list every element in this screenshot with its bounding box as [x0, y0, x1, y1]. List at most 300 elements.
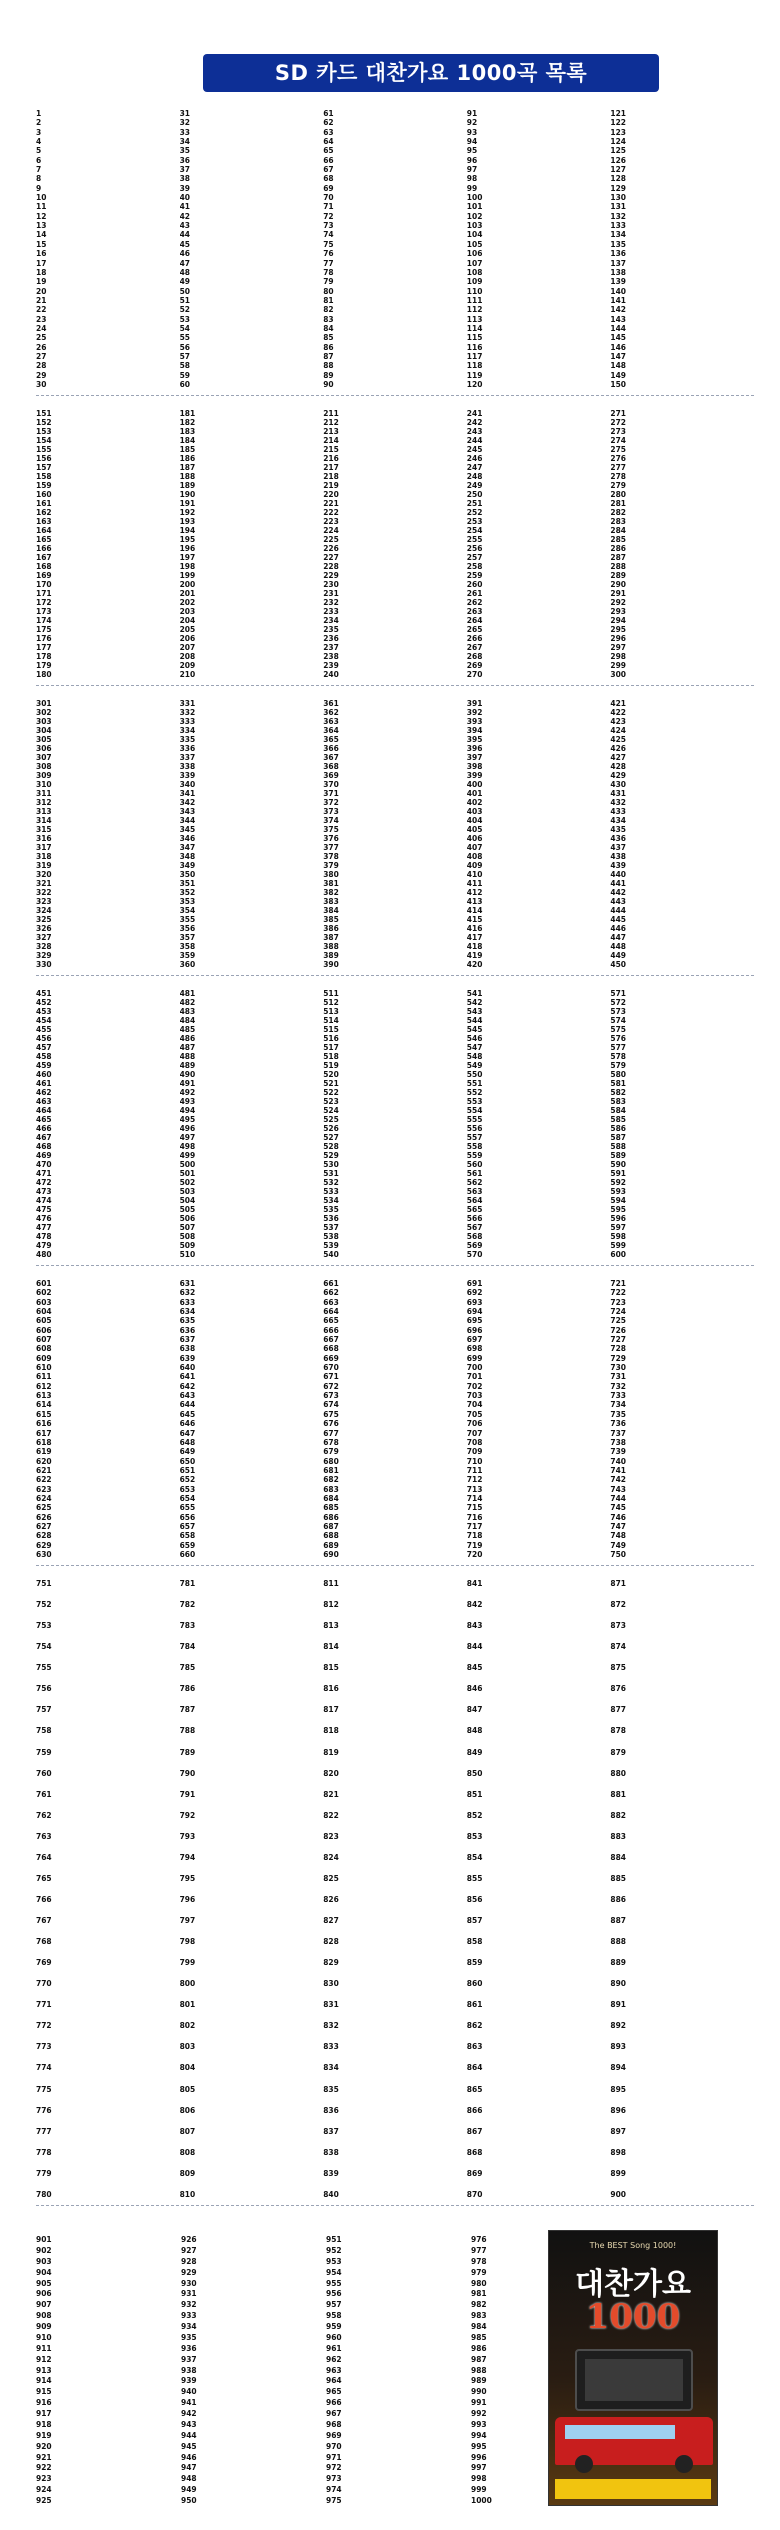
list-item: [467, 1098, 607, 1107]
list-item: [467, 419, 607, 428]
list-item: [467, 2043, 607, 2052]
song-number: 142: [610, 306, 627, 315]
list-item: [36, 231, 176, 240]
song-number: 38: [179, 175, 191, 184]
song-number: 445: [610, 916, 627, 924]
song-number: 16: [36, 250, 47, 259]
list-item: [36, 2170, 176, 2179]
song-number: 556: [466, 1125, 483, 1133]
list-item: [610, 2064, 750, 2073]
song-number: 688: [323, 1532, 339, 1541]
song-number: 998: [471, 2475, 487, 2484]
song-number: 498: [179, 1143, 196, 1151]
song-number: 272: [610, 419, 627, 427]
song-number: 515: [323, 1026, 339, 1034]
song-number: 560: [466, 1161, 483, 1169]
song-number: 535: [323, 1206, 339, 1214]
song-number: 930: [181, 2279, 197, 2288]
song-column: [36, 990, 180, 1260]
song-number: 744: [610, 1494, 627, 1503]
song-number: 667: [323, 1336, 339, 1345]
list-item: [610, 410, 750, 419]
list-item: [36, 1308, 176, 1317]
list-item: [610, 1373, 750, 1382]
list-item: [181, 2280, 322, 2289]
song-number: 73: [323, 222, 334, 231]
list-item: [467, 1664, 607, 1673]
list-item: [180, 1161, 320, 1170]
song-number: 168: [36, 563, 52, 571]
song-number: 26: [36, 343, 47, 352]
song-number: 497: [179, 1134, 196, 1142]
song-number: 270: [466, 671, 483, 679]
list-item: [36, 599, 176, 608]
list-item: [323, 608, 463, 617]
list-item: [180, 1242, 320, 1251]
song-number: 422: [610, 709, 627, 717]
song-number: 409: [466, 862, 483, 870]
song-number: 425: [610, 736, 627, 744]
list-item: [180, 2043, 320, 2052]
list-item: [36, 1179, 176, 1188]
list-item: [323, 1486, 463, 1495]
song-number: 810: [179, 2190, 196, 2199]
song-number: 216: [323, 455, 339, 463]
list-item: [323, 763, 463, 772]
list-item: [180, 590, 320, 599]
song-number: 682: [323, 1476, 339, 1485]
list-item: [610, 1664, 750, 1673]
list-item: [467, 1448, 607, 1457]
song-number: 285: [610, 536, 627, 544]
song-number: 179: [36, 662, 52, 670]
list-item: [36, 700, 176, 709]
list-item: [467, 194, 607, 203]
list-item: [180, 1062, 320, 1071]
song-number: 381: [323, 880, 339, 888]
list-item: [181, 2388, 322, 2397]
song-number: 879: [610, 1748, 627, 1757]
song-number: 814: [323, 1643, 339, 1652]
song-number: 331: [179, 700, 196, 708]
song-number: 150: [610, 380, 627, 389]
song-number: 666: [323, 1326, 339, 1335]
song-number: 373: [323, 808, 339, 816]
list-item: [467, 772, 607, 781]
list-item: [180, 1458, 320, 1467]
list-item: [36, 1317, 176, 1326]
list-item: [467, 2064, 607, 2073]
song-number: 275: [610, 446, 627, 454]
list-item: [610, 990, 750, 999]
song-number: 774: [36, 2064, 52, 2073]
song-number: 681: [323, 1466, 339, 1475]
list-item: [36, 545, 176, 554]
song-number: 732: [610, 1382, 627, 1391]
song-number: 284: [610, 527, 627, 535]
list-item: [467, 297, 607, 306]
list-item: [181, 2421, 322, 2430]
song-number: 743: [610, 1485, 627, 1494]
song-number: 880: [610, 1769, 627, 1778]
song-number: 137: [610, 259, 627, 268]
song-number: 209: [179, 662, 196, 670]
song-number: 459: [36, 1062, 52, 1070]
song-number: 103: [466, 222, 483, 231]
list-item: [467, 718, 607, 727]
list-item: [323, 2149, 463, 2158]
list-item: [180, 781, 320, 790]
song-number: 481: [179, 990, 196, 998]
list-item: [610, 536, 750, 545]
song-number: 895: [610, 2085, 627, 2094]
song-number: 37: [179, 166, 191, 175]
song-number: 167: [36, 554, 52, 562]
song-number: 240: [323, 671, 339, 679]
song-number: 377: [323, 844, 339, 852]
song-number: 170: [36, 581, 52, 589]
song-number: 550: [466, 1071, 483, 1079]
list-item: [36, 1035, 176, 1044]
song-number: 324: [36, 907, 52, 915]
song-number: 66: [323, 156, 334, 165]
song-number: 648: [179, 1438, 196, 1447]
song-number: 161: [36, 500, 52, 508]
list-item: [610, 808, 750, 817]
list-item: [180, 653, 320, 662]
list-item: [610, 1467, 750, 1476]
list-item: [36, 527, 176, 536]
list-item: [180, 1098, 320, 1107]
song-number: 609: [36, 1354, 52, 1363]
list-item: [36, 203, 176, 212]
song-number: 369: [323, 772, 339, 780]
song-block-6: [36, 1580, 754, 2200]
song-number: 431: [610, 790, 627, 798]
song-block-1: [36, 110, 754, 390]
list-item: [610, 2191, 750, 2200]
song-number: 801: [179, 2001, 196, 2010]
list-item: [180, 362, 320, 371]
list-item: [180, 250, 320, 259]
song-number: 23: [36, 315, 47, 324]
list-item: [180, 473, 320, 482]
list-item: [36, 2312, 177, 2321]
list-item: [610, 844, 750, 853]
list-item: [467, 799, 607, 808]
list-item: [326, 2464, 467, 2473]
list-item: [180, 1053, 320, 1062]
list-item: [180, 437, 320, 446]
song-number: 584: [610, 1107, 627, 1115]
list-item: [467, 278, 607, 287]
list-item: [181, 2432, 322, 2441]
song-number: 198: [179, 563, 196, 571]
song-number: 218: [323, 473, 339, 481]
song-number: 424: [610, 727, 627, 735]
song-number: 585: [610, 1116, 627, 1124]
song-number: 707: [466, 1429, 483, 1438]
song-number: 864: [466, 2064, 483, 2073]
song-number: 740: [610, 1457, 627, 1466]
list-item: [180, 2022, 320, 2031]
list-item: [36, 1134, 176, 1143]
song-number: 262: [466, 599, 483, 607]
song-number: 122: [610, 119, 627, 128]
list-item: [467, 934, 607, 943]
song-number: 245: [466, 446, 483, 454]
list-item: [467, 1532, 607, 1541]
song-number: 166: [36, 545, 52, 553]
song-column: [36, 410, 180, 680]
song-column: [610, 110, 754, 390]
song-number: 674: [323, 1401, 339, 1410]
list-item: [467, 709, 607, 718]
list-item: [323, 925, 463, 934]
list-item: [326, 2410, 467, 2419]
list-item: [180, 1532, 320, 1541]
list-item: [36, 2128, 176, 2137]
list-item: [323, 1622, 463, 1631]
list-item: [323, 862, 463, 871]
list-item: [610, 1980, 750, 1989]
list-item: [323, 1896, 463, 1905]
list-item: [36, 2410, 177, 2419]
song-number: 404: [466, 817, 483, 825]
song-number: 462: [36, 1089, 52, 1097]
song-number: 511: [323, 990, 339, 998]
song-number: 124: [610, 138, 627, 147]
song-number: 798: [179, 1938, 196, 1947]
song-number: 294: [610, 617, 627, 625]
song-number: 834: [323, 2064, 339, 2073]
list-item: [36, 1532, 176, 1541]
list-item: [467, 2149, 607, 2158]
list-item: [323, 1467, 463, 1476]
song-number: 961: [326, 2344, 342, 2353]
list-item: [180, 203, 320, 212]
list-item: [323, 1727, 463, 1736]
list-item: [180, 1980, 320, 1989]
song-number: 500: [179, 1161, 196, 1169]
song-number: 94: [466, 138, 478, 147]
song-number: 503: [179, 1188, 196, 1196]
song-number: 532: [323, 1179, 339, 1187]
song-number: 47: [179, 259, 191, 268]
song-number: 673: [323, 1392, 339, 1401]
song-number: 192: [179, 509, 196, 517]
list-item: [36, 353, 176, 362]
song-number: 244: [466, 437, 483, 445]
song-number: 713: [466, 1485, 483, 1494]
list-item: [180, 419, 320, 428]
list-item: [36, 2290, 177, 2299]
list-item: [326, 2301, 467, 2310]
list-item: [467, 1062, 607, 1071]
song-number: 13: [36, 222, 47, 231]
song-number: 416: [466, 925, 483, 933]
song-number: 954: [326, 2268, 342, 2277]
song-number: 626: [36, 1513, 52, 1522]
list-item: [323, 129, 463, 138]
list-item: [323, 1476, 463, 1485]
song-number: 125: [610, 147, 627, 156]
song-number: 282: [610, 509, 627, 517]
song-number: 81: [323, 296, 334, 305]
list-item: [467, 1134, 607, 1143]
list-item: [610, 194, 750, 203]
list-item: [467, 527, 607, 536]
song-number: 965: [326, 2388, 342, 2397]
list-item: [467, 1643, 607, 1652]
list-item: [610, 790, 750, 799]
song-number: 276: [610, 455, 627, 463]
song-number: 136: [610, 250, 627, 259]
song-number: 64: [323, 138, 334, 147]
song-number: 319: [36, 862, 52, 870]
list-item: [323, 372, 463, 381]
song-number: 797: [179, 1917, 196, 1925]
list-item: [36, 1161, 176, 1170]
song-number: 649: [179, 1448, 196, 1457]
list-item: [323, 817, 463, 826]
song-number: 346: [179, 835, 196, 843]
song-number: 200: [179, 581, 196, 589]
song-number: 70: [323, 194, 334, 203]
song-number: 672: [323, 1382, 339, 1391]
list-item: [323, 138, 463, 147]
song-number: 495: [179, 1116, 196, 1124]
list-item: [326, 2377, 467, 2386]
list-item: [180, 554, 320, 563]
list-item: [467, 1622, 607, 1631]
song-number: 742: [610, 1476, 627, 1485]
song-number: 364: [323, 727, 339, 735]
list-item: [36, 2399, 177, 2408]
song-number: 772: [36, 2022, 52, 2031]
list-item: [610, 1542, 750, 1551]
song-number: 205: [179, 626, 196, 634]
song-number: 474: [36, 1197, 52, 1205]
list-item: [36, 306, 176, 315]
list-item: [180, 862, 320, 871]
song-number: 246: [466, 455, 483, 463]
song-number: 949: [181, 2486, 197, 2495]
list-item: [467, 1179, 607, 1188]
list-item: [180, 799, 320, 808]
song-number: 728: [610, 1345, 627, 1354]
song-number: 571: [610, 990, 627, 998]
list-item: [180, 1664, 320, 1673]
list-item: [36, 1812, 176, 1821]
list-item: [467, 2191, 607, 2200]
song-number: 776: [36, 2106, 52, 2115]
song-number: 710: [466, 1457, 483, 1466]
list-item: [180, 491, 320, 500]
song-number: 847: [466, 1706, 483, 1715]
list-item: [180, 700, 320, 709]
song-number: 385: [323, 916, 339, 924]
list-item: [610, 1392, 750, 1401]
list-item: [323, 1664, 463, 1673]
song-number: 299: [610, 662, 627, 670]
list-item: [467, 437, 607, 446]
song-number: 596: [610, 1215, 627, 1223]
song-number: 139: [610, 278, 627, 287]
list-item: [323, 509, 463, 518]
song-number: 741: [610, 1466, 627, 1475]
song-number: 542: [466, 999, 483, 1007]
song-number: 502: [179, 1179, 196, 1187]
list-item: [36, 2236, 177, 2245]
list-item: [467, 617, 607, 626]
song-number: 321: [36, 880, 52, 888]
song-number: 828: [323, 1938, 339, 1947]
song-number: 836: [323, 2106, 339, 2115]
song-number: 861: [466, 2001, 483, 2010]
list-item: [467, 166, 607, 175]
song-number: 53: [179, 315, 191, 324]
list-item: [467, 1299, 607, 1308]
list-item: [180, 325, 320, 334]
song-number: 931: [181, 2290, 197, 2299]
song-number: 128: [610, 175, 627, 184]
list-item: [36, 2367, 177, 2376]
song-number: 761: [36, 1790, 52, 1799]
song-number: 631: [179, 1280, 196, 1288]
song-number: 27: [36, 352, 47, 361]
song-column: [610, 1280, 754, 1560]
list-item: [467, 1580, 607, 1589]
list-item: [36, 745, 176, 754]
song-number: 590: [610, 1161, 627, 1169]
list-item: [36, 288, 176, 297]
list-item: [610, 653, 750, 662]
list-item: [323, 1580, 463, 1589]
list-item: [180, 1523, 320, 1532]
block-divider: [36, 685, 754, 686]
list-item: [610, 1551, 750, 1560]
list-item: [323, 297, 463, 306]
song-number: 239: [323, 662, 339, 670]
song-number: 448: [610, 943, 627, 951]
song-number: 639: [179, 1354, 196, 1363]
song-number: 443: [610, 898, 627, 906]
list-item: [323, 1143, 463, 1152]
song-number: 704: [466, 1401, 483, 1410]
song-number: 825: [323, 1874, 339, 1883]
list-item: [180, 916, 320, 925]
list-item: [467, 353, 607, 362]
song-number: 960: [326, 2333, 342, 2342]
song-number: 274: [610, 437, 627, 445]
list-item: [610, 288, 750, 297]
song-number: 107: [466, 259, 483, 268]
list-item: [180, 1364, 320, 1373]
song-number: 212: [323, 419, 339, 427]
list-item: [36, 853, 176, 862]
list-item: [36, 1080, 176, 1089]
list-item: [610, 316, 750, 325]
song-column: [323, 110, 467, 390]
list-item: [36, 437, 176, 446]
song-number: 665: [323, 1317, 339, 1326]
list-item: [323, 617, 463, 626]
song-number: 145: [610, 334, 627, 343]
list-item: [467, 1833, 607, 1842]
list-item: [323, 464, 463, 473]
list-item: [323, 518, 463, 527]
